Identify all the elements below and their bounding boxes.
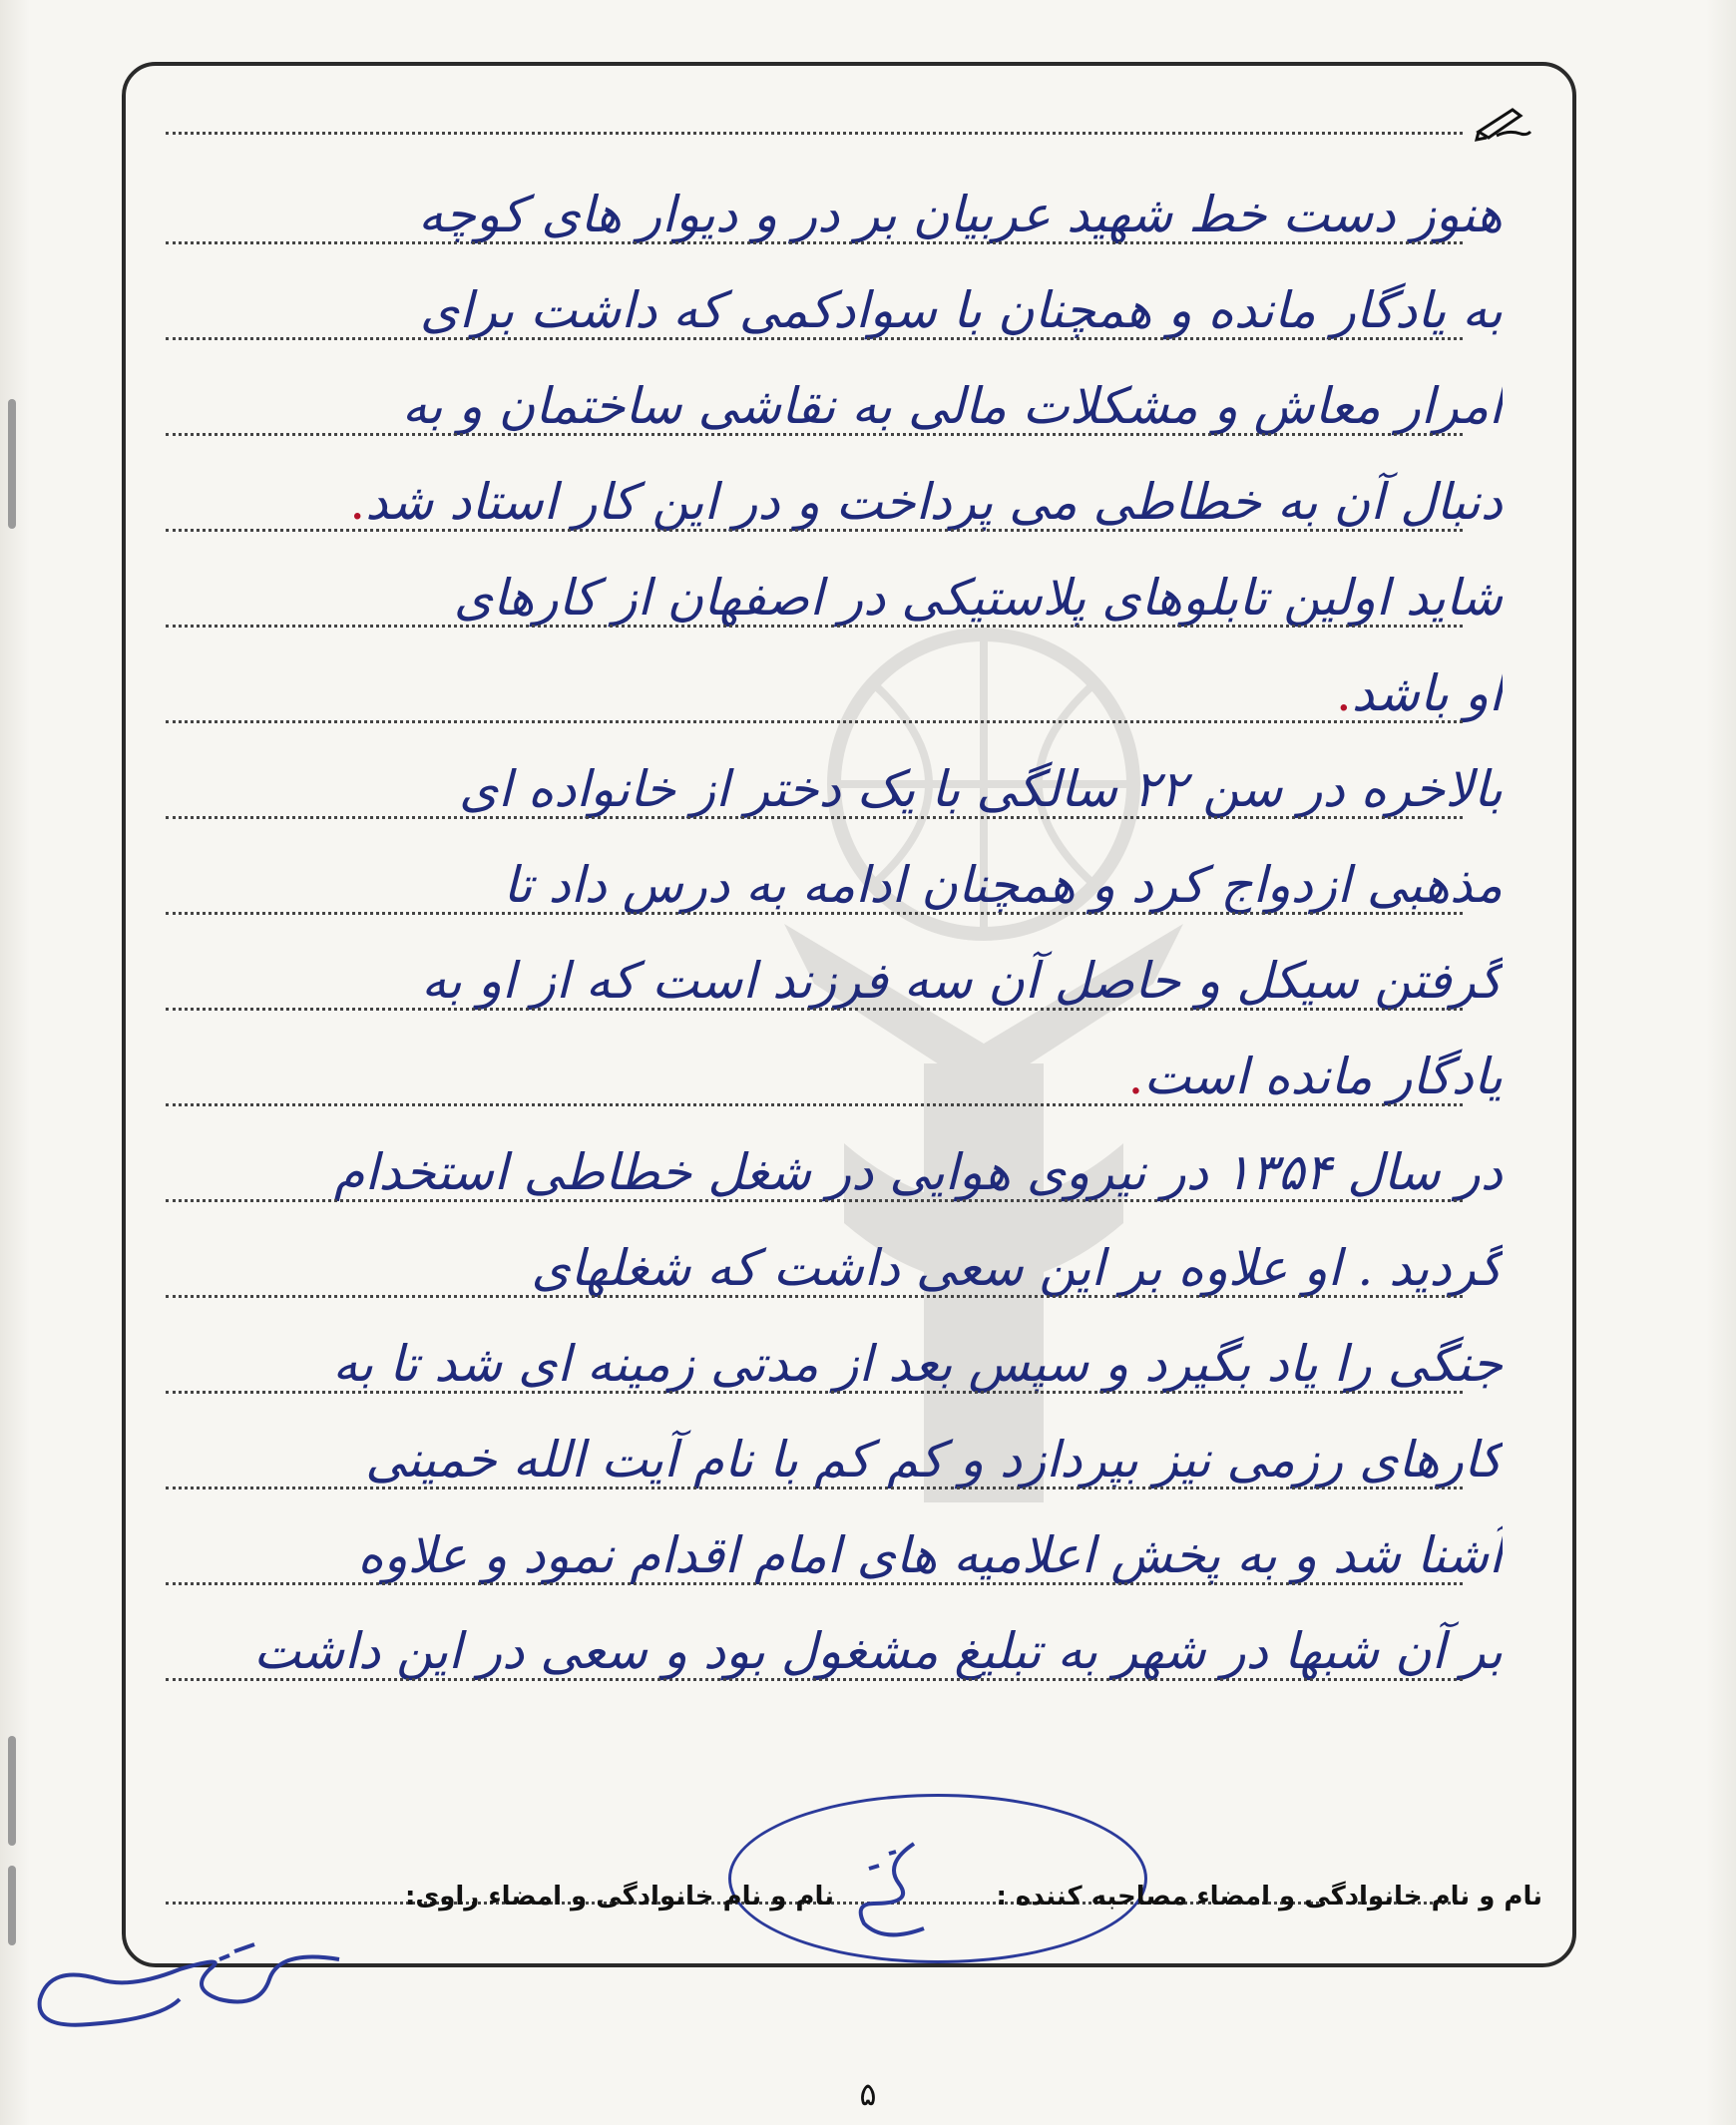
ruled-line [166,720,1463,723]
handwritten-line [156,1522,1503,1588]
handwritten-line [156,1235,1503,1301]
handwritten-line [156,182,1503,247]
ruled-line [166,1582,1463,1585]
red-period-mark: . [1127,1048,1144,1105]
handwritten-line [156,948,1503,1014]
ruled-line [166,1103,1463,1106]
red-period-mark: . [1335,664,1352,722]
handwritten-text: گردید . او علاوه بر این سعی داشت که شغلهای [531,1239,1503,1297]
handwritten-text: مذهبی ازدواج کرد و همچنان ادامه به درس داد تا [503,856,1503,914]
page-frame [122,62,1576,1967]
red-period-mark: . [349,473,366,531]
handwritten-text: بر آن شبها در شهر به تبلیغ مشغول بود و سعی در این داشت [253,1622,1503,1680]
footer [126,1764,1572,1963]
handwritten-line [156,1331,1503,1397]
handwritten-line [156,1427,1503,1492]
handwritten-text: آشنا شد و به پخش اعلامیه های امام اقدام نمود و علاوه [357,1526,1503,1584]
ruled-line [166,1008,1463,1011]
ruled-line [166,1295,1463,1298]
handwritten-line [156,660,1503,726]
handwritten-text: جنگی را یاد بگیرد و سپس بعد از مدتی زمینه ای شد تا به [332,1335,1503,1393]
handwritten-text: امرار معاش و مشکلات مالی به نقاشی ساختمان و به [401,377,1503,435]
handwritten-line [156,565,1503,631]
interviewer-label: نام و نام خانوادگی و امضاء مصاحبه کننده : [996,1882,1542,1912]
binding-mark [8,1866,16,1945]
ruled-line [166,529,1463,532]
handwritten-line [156,756,1503,822]
binding-mark [8,399,16,529]
handwritten-text: او باشد [1351,664,1503,722]
ruled-line [166,1678,1463,1681]
page-number: ۵ [859,2075,877,2113]
handwritten-line [156,1044,1503,1109]
narrator-signature [20,1939,349,2039]
handwritten-line [156,373,1503,439]
ruled-line [166,1391,1463,1394]
interviewer-signature [844,1834,934,1943]
handwritten-text: دنبال آن به خطاطی می پرداخت و در این کار استاد شد [365,473,1503,531]
ruled-line [166,241,1463,244]
ruled-line [166,912,1463,915]
handwritten-text: کارهای رزمی نیز بپردازد و کم کم با نام آیت الله خمینی [365,1431,1503,1488]
stamp-oval [728,1794,1147,1963]
handwritten-text: هنوز دست خط شهید عربیان بر در و دیوار های کوچه [418,186,1503,243]
ruled-line [166,1199,1463,1202]
handwritten-line [156,469,1503,535]
handwritten-text: بالاخره در سن ۲۲ سالگی با یک دختر از خانواده ای [458,760,1503,818]
handwritten-line [156,1139,1503,1205]
ruled-line [166,816,1463,819]
handwritten-text: یادگار مانده است [1143,1048,1503,1105]
handwritten-line [156,852,1503,918]
ruled-line [166,625,1463,628]
handwritten-text: گرفتن سیکل و حاصل آن سه فرزند است که از او به [421,952,1503,1010]
ruled-line [166,337,1463,340]
pen-writing-icon [1473,102,1532,142]
handwritten-text: در سال ۱۳۵۴ در نیروی هوایی در شغل خطاطی استخدام [333,1143,1503,1201]
handwritten-text: شاید اولین تابلوهای پلاستیکی در اصفهان از کارهای [453,569,1503,627]
handwritten-line [156,1618,1503,1684]
ruled-line [166,1487,1463,1489]
binding-mark [8,1736,16,1846]
narrator-label: نام و نام خانوادگی و امضاء راوی: [405,1882,834,1912]
ruled-line [166,433,1463,436]
handwritten-line [156,277,1503,343]
handwritten-text: به یادگار مانده و همچنان با سوادکمی که داشت برای [419,281,1503,339]
ruled-line [166,132,1463,135]
